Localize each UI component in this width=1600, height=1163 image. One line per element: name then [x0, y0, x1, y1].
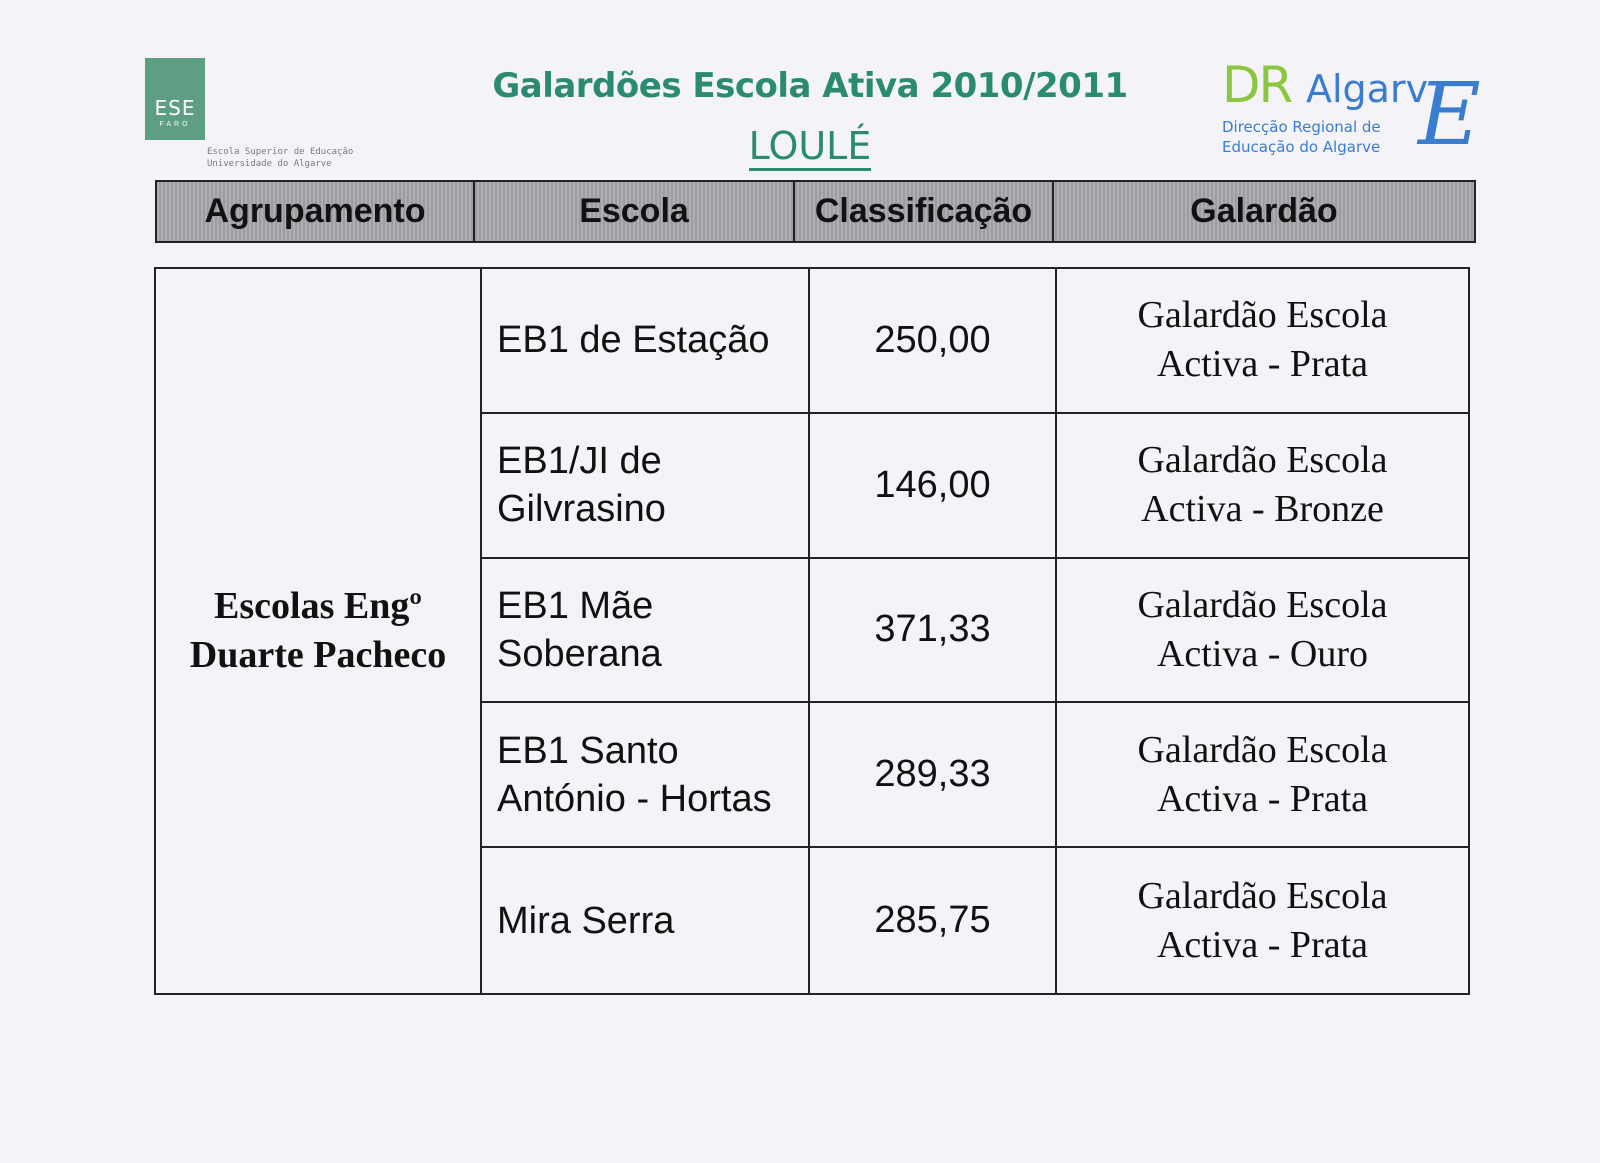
- page-subtitle: [420, 124, 1200, 168]
- galardao-line1: Galardão Escola: [1137, 583, 1388, 626]
- ese-logo-sub: FARO: [159, 121, 191, 128]
- galardao-cell: [1057, 848, 1468, 993]
- escola-cell: [482, 848, 810, 993]
- galardao-line2: Activa - Prata: [1156, 777, 1369, 820]
- classificacao-cell: 250,00: [810, 269, 1057, 414]
- escola-cell: [482, 414, 810, 559]
- ese-logo: [145, 58, 205, 140]
- galardao-cell: [1057, 269, 1468, 414]
- table-header: [155, 180, 1476, 243]
- header-agrupamento: Agrupamento: [157, 182, 475, 241]
- escola-line1: EB1 Santo: [497, 729, 679, 772]
- classificacao-cell: 285,75: [810, 848, 1057, 993]
- escola-line2: Gilvrasino: [497, 488, 666, 531]
- escola-line1: EB1 Mãe: [497, 584, 654, 627]
- escola-line1: EB1 de Estação: [497, 319, 770, 362]
- dr-logo-curl: E: [1418, 65, 1481, 165]
- escola-cell: [482, 559, 810, 704]
- escola-line2: António - Hortas: [497, 777, 772, 820]
- subtitle-text: LOULÉ: [749, 124, 872, 171]
- escola-line1: Mira Serra: [497, 899, 675, 942]
- galardao-line2: Activa - Prata: [1156, 343, 1369, 386]
- dr-logo-name: Algarv: [1306, 67, 1429, 111]
- dr-logo-dr: DR: [1222, 56, 1292, 114]
- agrupamento-line1: Escolas Engº: [214, 585, 422, 627]
- escola-cell: [482, 269, 810, 414]
- galardao-line1: Galardão Escola: [1137, 294, 1388, 337]
- dr-algarve-logo: [1222, 56, 1482, 165]
- classificacao-cell: 289,33: [810, 703, 1057, 848]
- awards-table: [154, 267, 1470, 995]
- escola-line1: EB1/JI de: [497, 440, 662, 483]
- classificacao-cell: 371,33: [810, 559, 1057, 704]
- galardao-cell: [1057, 559, 1468, 704]
- agrupamento-line2: Duarte Pacheco: [189, 634, 447, 676]
- galardao-line1: Galardão Escola: [1137, 728, 1388, 771]
- page-title: Galardões Escola Ativa 2010/2011: [492, 66, 1128, 106]
- galardao-line1: Galardão Escola: [1137, 439, 1388, 482]
- header-escola: Escola: [475, 182, 795, 241]
- ese-logo-mark: ESE: [154, 96, 196, 120]
- escola-line2: Soberana: [497, 632, 662, 675]
- agrupamento-cell: [156, 269, 482, 993]
- ese-caption-line1: Escola Superior de Educação: [207, 147, 354, 157]
- galardao-line2: Activa - Prata: [1156, 923, 1369, 966]
- galardao-line2: Activa - Bronze: [1141, 488, 1384, 531]
- ese-caption-line2: Universidade do Algarve: [207, 159, 332, 169]
- escola-cell: [482, 703, 810, 848]
- classificacao-cell: 146,00: [810, 414, 1057, 559]
- galardao-cell: [1057, 414, 1468, 559]
- ese-caption: [207, 146, 353, 170]
- dr-logo-line2: Educação do Algarve: [1222, 138, 1381, 156]
- dr-logo-line1: Direcção Regional de: [1222, 118, 1381, 136]
- galardao-line1: Galardão Escola: [1137, 874, 1388, 917]
- header-classificacao: Classificação: [795, 182, 1054, 241]
- galardao-line2: Activa - Ouro: [1156, 632, 1369, 675]
- header-galardao: Galardão: [1190, 192, 1338, 230]
- galardao-cell: [1057, 703, 1468, 848]
